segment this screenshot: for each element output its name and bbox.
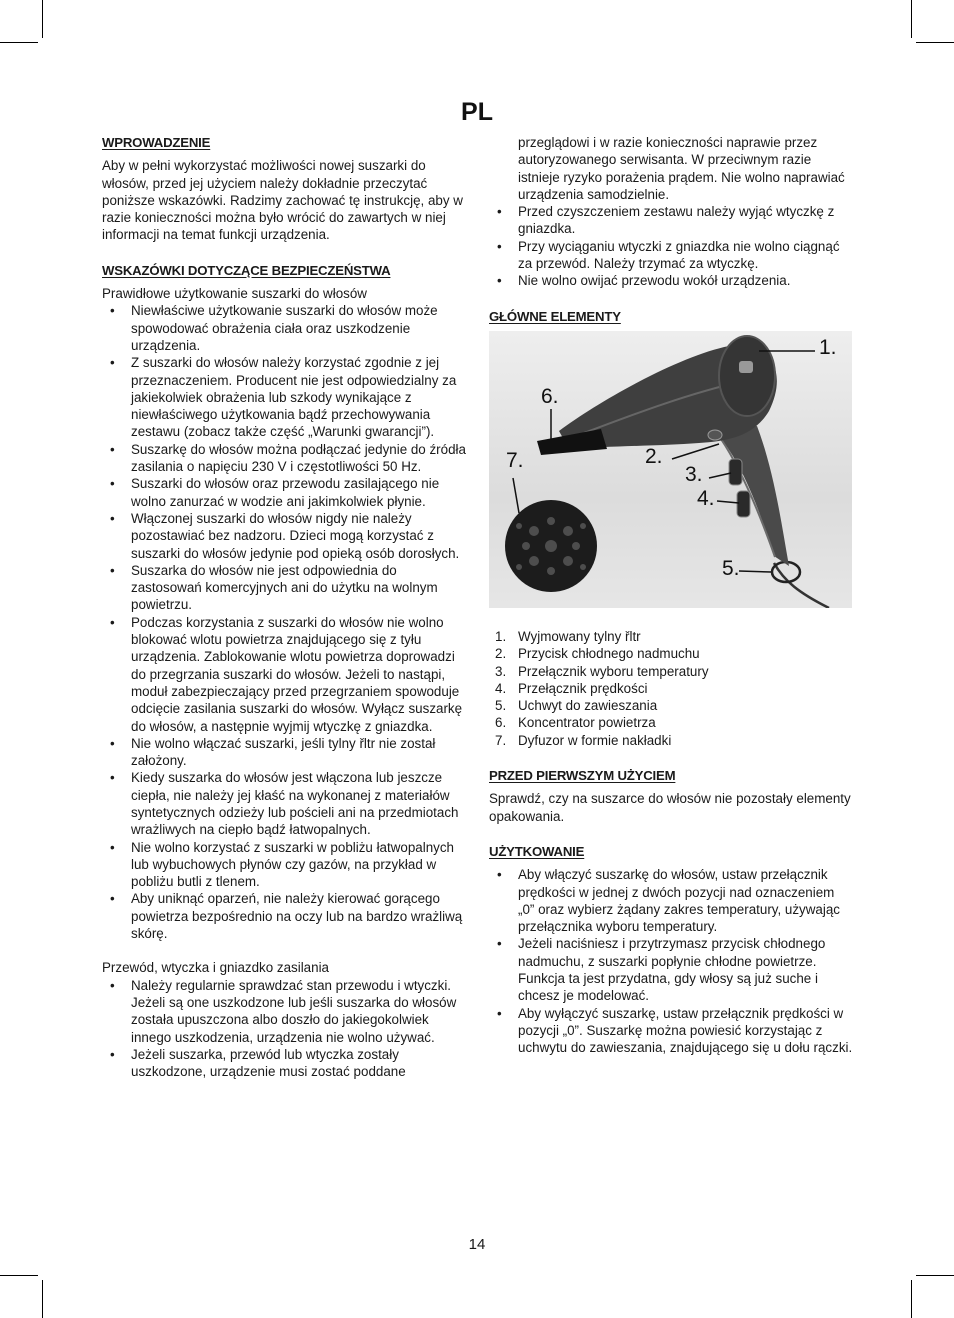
list-item: 6. Koncentrator powietrza <box>495 715 656 731</box>
callout-6: 6. <box>541 384 559 408</box>
cord-list <box>102 977 466 1081</box>
crop-mark <box>911 1280 912 1318</box>
list-item: 5. Uchwyt do zawieszania <box>495 698 658 714</box>
left-column <box>102 134 466 1080</box>
list-item: 3. Przełącznik wyboru temperatury <box>495 663 709 679</box>
intro-heading: WPROWADZENIE <box>102 135 211 150</box>
list-item: • Przy wyciąganiu wtyczki z gniazdka nie wolno ciągnąć za przewód. Należy trzymać za wtyczkę. <box>489 238 853 273</box>
crop-mark <box>0 42 38 43</box>
usage-heading: UŻYTKOWANIE <box>489 843 585 859</box>
safety-heading: WSKAZÓWKI DOTYCZĄCE BEZPIECZEŃSTWA <box>102 262 391 278</box>
list-item: • Podczas korzystania z suszarki do włosów nie wolno blokować wlotu powietrza znajdującego się z tyłu urządzenia. Zablokowanie wlotu powietrza doprowadzi do przegrzania suszarki do włosów. Jeżeli to nastąpi, moduł zabezpieczający przed przegrzaniem spowoduje odcięcie zasilania suszarki do włosów. Wyłącz suszarkę do włosów, a następnie wyjmij wtyczkę z gniazdka. <box>102 614 466 735</box>
crop-mark <box>911 0 912 38</box>
list-item: • Należy regularnie sprawdzać stan przewodu i wtyczki. Jeżeli są one uszkodzone lub jeśli suszarka do włosów została upuszczona albo doszło do jakiegokolwiek innego uszkodzenia, urządzenia nie wolno używać. <box>102 977 466 1046</box>
crop-mark <box>916 42 954 43</box>
hair-dryer-illustration <box>489 331 852 608</box>
crop-mark <box>916 1275 954 1276</box>
crop-mark <box>0 1275 38 1276</box>
list-item: • Suszarkę do włosów można podłączać jedynie do źródła zasilania o napięciu 230 V i częstotliwości 50 Hz. <box>102 441 466 476</box>
cord-list-continued <box>489 203 853 289</box>
safety-list <box>102 302 466 942</box>
callout-7: 7. <box>506 448 524 472</box>
list-item: 1. Wyjmowany tylny řltr <box>495 628 641 644</box>
list-item: • Przed czyszczeniem zestawu należy wyjąć wtyczkę z gniazdka. <box>489 203 853 238</box>
list-item: 4. Przełącznik prędkości <box>495 680 648 696</box>
list-item: • Niewłaściwe użytkowanie suszarki do włosów może spowodować obrażenia ciała oraz uszkodzenie urządzenia. <box>102 302 466 354</box>
list-item: • Nie wolno włączać suszarki, jeśli tylny řltr nie został założony. <box>102 735 466 770</box>
list-item: • Kiedy suszarka do włosów jest włączona lub jeszcze ciepła, nie należy jej kłaść na wykonanej z materiałów syntetycznych odzieży lub pościeli ani na przedmiotach wrażliwych na ciepło bądź łatwopalnych. <box>102 769 466 838</box>
intro-paragraph: Aby w pełni wykorzystać możliwości nowej suszarki do włosów, przed jej użyciem należy dokładnie przeczytać poniższe wskazówki. Radzimy zachować tę instrukcję, aby w razie konieczności można było wrócić do zawartych w niej informacji na temat funkcji urządzenia. <box>102 158 463 243</box>
list-item: • Nie wolno korzystać z suszarki w pobliżu łatwopalnych lub wybuchowych płynów czy gazów, na przykład w pobliżu butli z tlenem. <box>102 839 466 891</box>
list-item: • Aby wyłączyć suszarkę, ustaw przełącznik prędkości w pozycji „0”. Suszarkę można powiesić korzystając z uchwytu do zawieszania, znajdującego się u dołu rączki. <box>489 1005 853 1057</box>
list-item: • Suszarki do włosów oraz przewodu zasilającego nie wolno zanurzać w wodzie ani jakimkolwiek płynie. <box>102 475 466 510</box>
crop-mark <box>42 1280 43 1318</box>
usage-list <box>489 866 853 1056</box>
list-item: • Aby włączyć suszarkę do włosów, ustaw przełącznik prędkości w jednej z dwóch pozycji nad oznaczeniem „0” oraz wybierz żądany zakres temperatury, używając przełącznika wyboru temperatury. <box>489 866 853 935</box>
list-item: • Włączonej suszarki do włosów nigdy nie należy pozostawiać bez nadzoru. Dzieci mogą korzystać z suszarki do włosów jedynie pod opieką osób dorosłych. <box>102 510 466 562</box>
list-item: • Suszarka do włosów nie jest odpowiednia do zastosowań komercyjnych ani do użytku na wolnym powietrzu. <box>102 562 466 614</box>
list-item: • Jeżeli suszarka, przewód lub wtyczka zostały uszkodzone, urządzenie musi zostać poddane <box>102 1046 466 1081</box>
list-item: • Nie wolno owijać przewodu wokół urządzenia. <box>489 272 853 289</box>
callout-5: 5. <box>722 556 740 580</box>
page-number: 14 <box>468 1236 486 1253</box>
safety-subheading: Prawidłowe użytkowanie suszarki do włosów <box>102 286 367 302</box>
elements-heading: GŁÓWNE ELEMENTY <box>489 308 621 324</box>
hair-dryer-figure <box>489 331 852 608</box>
elements-list <box>489 628 853 749</box>
cord-item-continuation: przeglądowi i w razie konieczności naprawie przez autoryzowanego serwisanta. W przeciwnym razie istnieje ryzyko porażenia prądem. Nie wolno naprawiać urządzenia samodzielnie. <box>518 135 845 202</box>
language-code: PL <box>461 98 493 126</box>
first-use-heading: PRZED PIERWSZYM UŻYCIEM <box>489 768 676 784</box>
list-item: 2. Przycisk chłodnego nadmuchu <box>495 646 700 662</box>
callout-4: 4. <box>697 486 715 510</box>
list-item: • Z suszarki do włosów należy korzystać zgodnie z jej przeznaczeniem. Producent nie jest odpowiedzialny za jakiekolwiek obrażenia lub szkody wynikające z niewłaściwego użytkowania bądź przechowywania zestawu (zobacz także część „Warunki gwarancji”). <box>102 354 466 440</box>
cord-subheading: Przewód, wtyczka i gniazdko zasilania <box>102 960 330 976</box>
callout-2: 2. <box>645 444 663 468</box>
right-column <box>489 134 853 1057</box>
list-item: • Jeżeli naciśniesz i przytrzymasz przycisk chłodnego nadmuchu, z suszarki popłynie chłodne powietrze. Funkcja ta jest przydatna, gdy włosy są już suche i chcesz je modelować. <box>489 935 853 1004</box>
list-item: 7. Dyfuzor w formie nakładki <box>495 732 672 748</box>
list-item: • Aby uniknąć oparzeń, nie należy kierować gorącego powietrza bezpośrednio na oczy lub na bardzo wrażliwą skórę. <box>102 890 466 942</box>
crop-mark <box>42 0 43 38</box>
first-use-paragraph: Sprawdź, czy na suszarce do włosów nie pozostały elementy opakowania. <box>489 791 851 824</box>
callout-1: 1. <box>819 335 837 359</box>
callout-3: 3. <box>685 462 703 486</box>
